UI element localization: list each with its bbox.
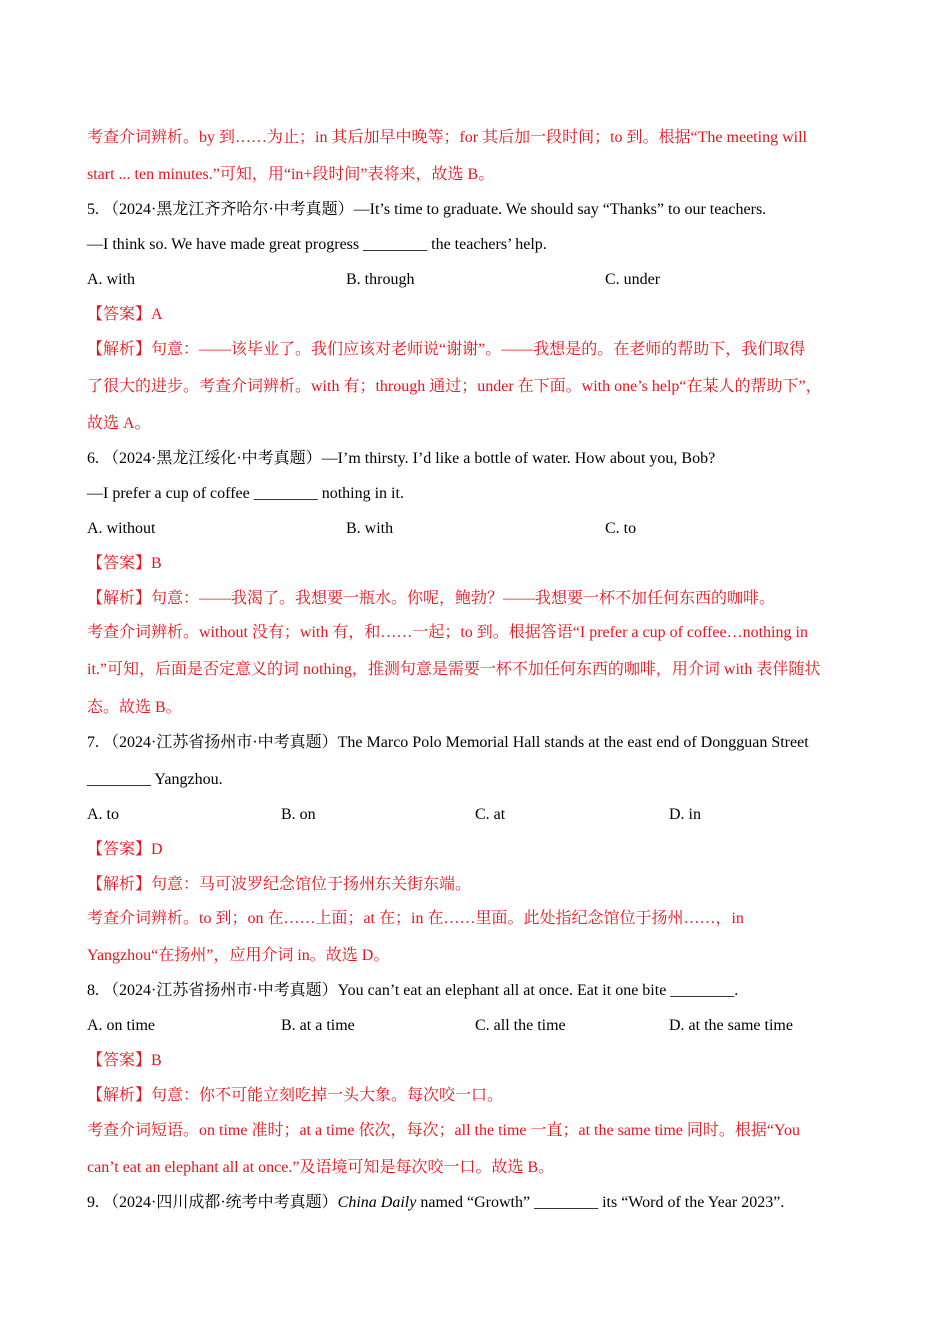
prev-explanation-line: 考查介词辨析。by 到……为止；in 其后加早中晚等；for 其后加一段时间；to 到。根据“The meeting will <box>87 129 807 146</box>
q6-stem-line2: —I prefer a cup of coffee ________ nothing in it. <box>87 485 404 502</box>
q5-stem: 5. （2024·黑龙江齐齐哈尔·中考真题）—It’s time to graduate. We should say “Thanks” to our teachers. <box>87 201 767 218</box>
q7-option-c: C. at <box>475 806 506 823</box>
q9-source: 9. （2024·四川成都·统考中考真题） <box>87 1194 338 1211</box>
q8-option-b: B. at a time <box>281 1017 355 1034</box>
q7-stem-line2: ________ Yangzhou. <box>87 771 223 788</box>
q9-newspaper-title: China Daily <box>337 1194 417 1211</box>
q6-answer: 【答案】B <box>87 555 162 572</box>
q6-explanation: 【解析】句意：——我渴了。我想要一瓶水。你呢，鲍勃？——我想要一杯不加任何东西的咖啡。 <box>87 590 776 607</box>
q8-explanation: 考查介词短语。on time 准时；at a time 依次，每次；all the time 一直；at the same time 同时。根据“You <box>87 1122 800 1139</box>
q9-stem <box>87 1193 784 1213</box>
q5-option-b: B. through <box>346 271 415 288</box>
q8-option-c: C. all the time <box>475 1017 566 1034</box>
q8-stem: 8. （2024·江苏省扬州市·中考真题）You can’t eat an elephant all at once. Eat it one bite ________. <box>87 982 739 999</box>
q8-answer: 【答案】B <box>87 1052 162 1069</box>
q6-option-c: C. to <box>605 520 637 537</box>
q5-stem-line2: —I think so. We have made great progress ________ the teachers’ help. <box>87 236 547 253</box>
q6-option-b: B. with <box>346 520 394 537</box>
q7-explanation: 考查介词辨析。to 到；on 在……上面；at 在；in 在……里面。此处指纪念馆位于扬州……，in <box>87 910 744 927</box>
q5-answer: 【答案】A <box>87 306 163 323</box>
q6-explanation: 态。故选 B。 <box>87 699 182 716</box>
q7-explanation: 【解析】句意：马可波罗纪念馆位于扬州东关街东端。 <box>87 876 472 893</box>
q6-explanation: 考查介词辨析。without 没有；with 有，和……一起；to 到。根据答语“I prefer a cup of coffee…nothing in <box>87 624 808 641</box>
q5-explanation: 故选 A。 <box>87 415 151 432</box>
q8-option-a: A. on time <box>87 1017 155 1034</box>
q6-stem: 6. （2024·黑龙江绥化·中考真题）—I’m thirsty. I’d like a bottle of water. How about you, Bob? <box>87 450 716 467</box>
q7-stem: 7. （2024·江苏省扬州市·中考真题）The Marco Polo Memorial Hall stands at the east end of Dongguan Street <box>87 734 809 751</box>
q7-option-b: B. on <box>281 806 316 823</box>
q6-explanation: it.”可知，后面是否定意义的词 nothing，推测句意是需要一杯不加任何东西的咖啡，用介词 with 表伴随状 <box>87 661 821 678</box>
q5-explanation: 【解析】句意：——该毕业了。我们应该对老师说“谢谢”。——我想是的。在老师的帮助下，我们取得 <box>87 341 806 358</box>
q5-option-a: A. with <box>87 271 135 288</box>
q8-option-d: D. at the same time <box>669 1017 793 1034</box>
q9-stem-text: named “Growth” ________ its “Word of the Year 2023”. <box>416 1194 785 1211</box>
q5-option-c: C. under <box>605 271 661 288</box>
prev-explanation-line: start ... ten minutes.”可知，用“in+段时间”表将来，故选 B。 <box>87 166 495 183</box>
q8-explanation: 【解析】句意：你不可能立刻吃掉一头大象。每次咬一口。 <box>87 1087 504 1104</box>
q7-option-a: A. to <box>87 806 119 823</box>
q5-explanation: 了很大的进步。考查介词辨析。with 有；through 通过；under 在下面。with one’s help“在某人的帮助下”， <box>87 378 822 395</box>
q7-answer: 【答案】D <box>87 841 163 858</box>
q7-explanation: Yangzhou“在扬州”，应用介词 in。故选 D。 <box>87 947 390 964</box>
q8-explanation: can’t eat an elephant all at once.”及语境可知是每次咬一口。故选 B。 <box>87 1159 555 1176</box>
q6-option-a: A. without <box>87 520 156 537</box>
q7-option-d: D. in <box>669 806 701 823</box>
